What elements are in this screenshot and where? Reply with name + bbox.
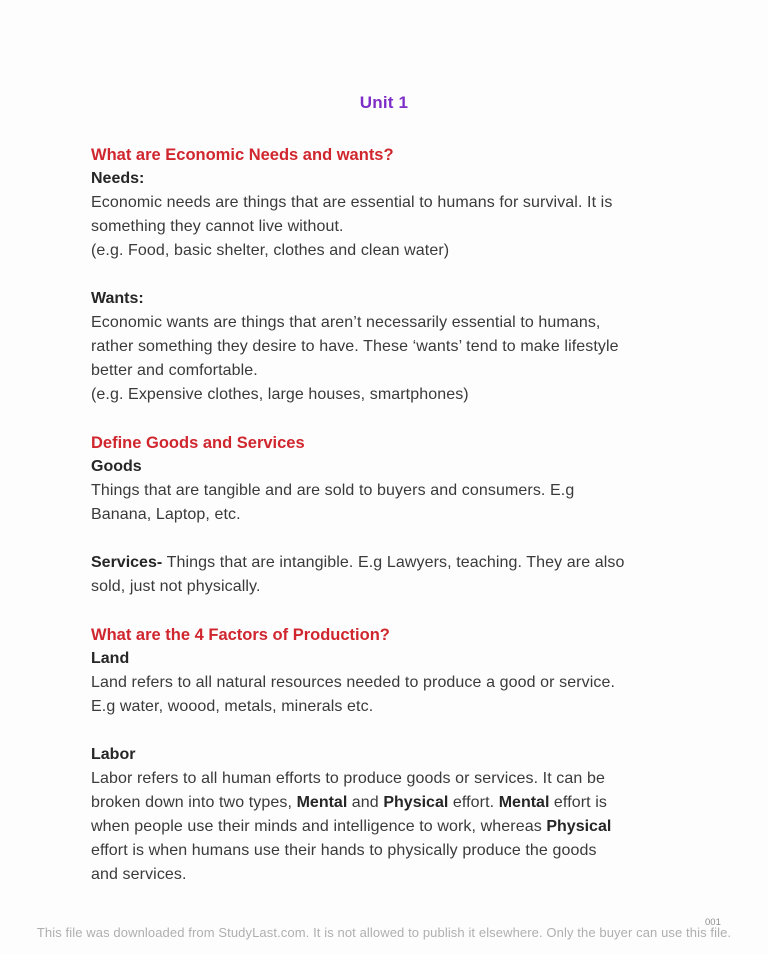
bold-text: Mental: [296, 794, 348, 811]
watermark-text: This file was downloaded from StudyLast.com. It is not allowed to publish it elsewhere. Only the buyer can use this file.: [36, 925, 732, 940]
section-heading: Define Goods and Services: [91, 434, 305, 452]
bold-text: Goods: [91, 458, 142, 475]
page-number: 001: [705, 917, 721, 928]
text-line: (e.g. Expensive clothes, large houses, smartphones): [91, 386, 469, 403]
page-title: Unit 1: [359, 93, 409, 112]
watermark-footer: [0, 924, 768, 941]
bold-text: Wants:: [91, 290, 144, 307]
definition-group: [91, 167, 691, 263]
text-line: [91, 647, 691, 671]
bold-text: Physical: [546, 818, 612, 835]
definition-group: [91, 551, 691, 599]
bold-text: Services-: [91, 554, 167, 571]
section: [91, 431, 691, 599]
text-line: rather something they desire to have. These ‘wants’ tend to make lifestyle: [91, 338, 619, 355]
bold-text: Physical: [383, 794, 449, 811]
text-line: E.g water, woood, metals, minerals etc.: [91, 698, 374, 715]
definition-group: [91, 455, 691, 527]
text-line: something they cannot live without.: [91, 218, 344, 235]
text-line: [91, 455, 691, 479]
bold-text: Land: [91, 650, 130, 667]
text-line: Banana, Laptop, etc.: [91, 506, 241, 523]
bold-text: Needs:: [91, 170, 145, 187]
text-line: Labor refers to all human efforts to produce goods or services. It can be: [91, 770, 605, 787]
definition-group: [91, 647, 691, 719]
document-body: [91, 143, 691, 887]
definition-group: [91, 743, 691, 887]
section: [91, 143, 691, 407]
text-line: [91, 743, 691, 767]
section-heading: What are the 4 Factors of Production?: [91, 626, 390, 644]
text-line: Economic needs are things that are essential to humans for survival. It is: [91, 194, 613, 211]
text-line: [91, 167, 691, 191]
text-line: and services.: [91, 866, 187, 883]
text-line: Things that are tangible and are sold to buyers and consumers. E.g: [91, 482, 575, 499]
text-line: sold, just not physically.: [91, 578, 261, 595]
text-line: Economic wants are things that aren’t necessarily essential to humans,: [91, 314, 601, 331]
text-line: [91, 287, 691, 311]
section: [91, 623, 691, 887]
bold-text: Labor: [91, 746, 136, 763]
text-line: Land refers to all natural resources needed to produce a good or service.: [91, 674, 616, 691]
text-line: when people use their minds and intelligence to work, whereas Physical: [91, 818, 612, 835]
text-line: Services- Things that are intangible. E.g Lawyers, teaching. They are also: [91, 554, 625, 571]
text-line: broken down into two types, Mental and Physical effort. Mental effort is: [91, 794, 608, 811]
definition-group: [91, 287, 691, 407]
text-line: (e.g. Food, basic shelter, clothes and clean water): [91, 242, 450, 259]
text-line: effort is when humans use their hands to physically produce the goods: [91, 842, 597, 859]
bold-text: Mental: [498, 794, 550, 811]
section-heading: What are Economic Needs and wants?: [91, 146, 394, 164]
text-line: better and comfortable.: [91, 362, 258, 379]
